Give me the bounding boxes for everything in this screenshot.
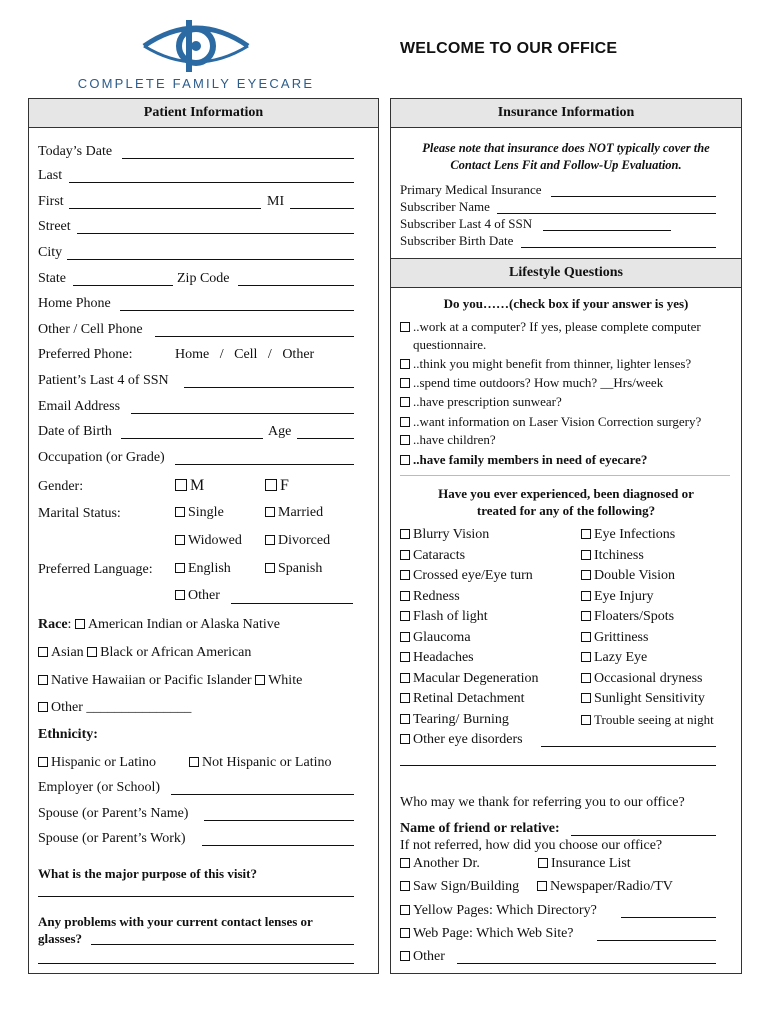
experienced-heading-1: Have you ever experienced, been diagnosed or — [438, 486, 694, 501]
checkbox-icon[interactable] — [189, 757, 199, 767]
insurance-note-1: Please note that insurance does NOT typically cover the — [422, 141, 710, 155]
preferred-language-label: Preferred Language: — [38, 562, 153, 577]
age-label: Age — [268, 424, 292, 439]
ssn-field[interactable] — [184, 387, 354, 388]
checkbox-icon[interactable] — [400, 378, 410, 388]
patient-information-title: Patient Information — [29, 99, 378, 128]
preferred-phone-options[interactable]: Home / Cell / Other — [175, 347, 315, 362]
last-name-field[interactable] — [69, 182, 354, 183]
checkbox-icon[interactable] — [400, 734, 410, 744]
condition-option[interactable]: Blurry Vision — [400, 526, 489, 544]
todays-date-label: Today’s Date — [38, 144, 113, 159]
lifestyle-q2[interactable]: ..think you might benefit from thinner, lighter lenses? — [400, 355, 691, 373]
race-row-3 — [38, 672, 302, 690]
checkbox-icon[interactable] — [38, 702, 48, 712]
city-label: City — [38, 245, 63, 260]
checkbox-icon[interactable] — [581, 550, 591, 560]
checkbox-icon[interactable] — [581, 652, 591, 662]
lifestyle-q1[interactable]: ..work at a computer? If yes, please complete computer — [400, 318, 701, 336]
checkbox-icon[interactable] — [75, 619, 85, 629]
subscriber-ssn-field[interactable] — [543, 230, 671, 231]
checkbox-icon[interactable] — [400, 417, 410, 427]
subscriber-ssn-label: Subscriber Last 4 of SSN — [400, 216, 533, 231]
spouse-work-label: Spouse (or Parent’s Work) — [38, 831, 186, 846]
zip-label: Zip Code — [177, 271, 230, 286]
preferred-phone-label: Preferred Phone: — [38, 347, 133, 362]
checkbox-icon[interactable] — [175, 479, 187, 491]
spouse-work-field[interactable] — [202, 845, 354, 846]
condition-option[interactable]: Flash of light — [400, 608, 488, 626]
lifestyle-q7[interactable]: ..have family members in need of eyecare? — [400, 451, 647, 469]
friend-field[interactable] — [571, 835, 716, 836]
street-field[interactable] — [77, 233, 354, 234]
gender-label: Gender: — [38, 479, 84, 494]
checkbox-icon[interactable] — [400, 397, 410, 407]
checkbox-icon[interactable] — [400, 673, 410, 683]
city-field[interactable] — [67, 259, 354, 260]
problems-field-2[interactable] — [38, 963, 354, 964]
dob-field[interactable] — [121, 438, 263, 439]
checkbox-icon[interactable] — [400, 435, 410, 445]
experienced-heading-2: treated for any of the following? — [476, 503, 656, 518]
race-other-option[interactable]: Other _______________ — [38, 699, 191, 717]
spouse-name-field[interactable] — [204, 820, 354, 821]
condition-option[interactable]: Sunlight Sensitivity — [581, 690, 705, 708]
mi-label: MI — [267, 194, 285, 209]
checkbox-icon[interactable] — [581, 570, 591, 580]
another-dr-option[interactable]: Another Dr. — [400, 855, 480, 873]
condition-option[interactable]: Floaters/Spots — [581, 608, 674, 626]
other-eye-disorders-field[interactable] — [541, 746, 716, 747]
condition-option[interactable]: Cataracts — [400, 547, 465, 565]
welcome-title: WELCOME TO OUR OFFICE — [400, 40, 618, 57]
checkbox-icon[interactable] — [400, 322, 410, 332]
race-row: Race: American Indian or Alaska Native — [38, 617, 280, 632]
patient-information-panel — [28, 98, 379, 974]
subscriber-name-field[interactable] — [497, 213, 716, 214]
employer-field[interactable] — [171, 794, 354, 795]
marital-status-label: Marital Status: — [38, 506, 121, 521]
ethnicity-label: Ethnicity: — [38, 727, 98, 742]
home-phone-field[interactable] — [120, 310, 354, 311]
checkbox-icon[interactable] — [400, 570, 410, 580]
subscriber-name-label: Subscriber Name — [400, 199, 490, 214]
condition-option[interactable]: Macular Degeneration — [400, 670, 539, 688]
condition-option[interactable]: Lazy Eye — [581, 649, 647, 667]
yellow-pages-option[interactable]: Yellow Pages: Which Directory? — [400, 902, 597, 920]
checkbox-icon[interactable] — [38, 675, 48, 685]
lifestyle-q4[interactable]: ..have prescription sunwear? — [400, 393, 562, 411]
friend-label: Name of friend or relative: — [400, 821, 560, 836]
checkbox-icon[interactable] — [581, 693, 591, 703]
primary-insurance-label: Primary Medical Insurance — [400, 182, 542, 197]
condition-option[interactable]: Trouble seeing at night — [581, 711, 714, 730]
employer-label: Employer (or School) — [38, 780, 161, 795]
occupation-label: Occupation (or Grade) — [38, 450, 165, 465]
checkbox-icon[interactable] — [400, 529, 410, 539]
last-name-label: Last — [38, 168, 63, 183]
single-option[interactable]: Single — [175, 504, 224, 522]
condition-option[interactable]: Eye Injury — [581, 588, 653, 606]
checkbox-icon[interactable] — [265, 535, 275, 545]
condition-option[interactable]: Redness — [400, 588, 460, 606]
mi-field[interactable] — [290, 208, 354, 209]
dob-label: Date of Birth — [38, 424, 112, 439]
checkbox-icon[interactable] — [400, 550, 410, 560]
age-field[interactable] — [297, 438, 354, 439]
lifestyle-prompt: Do you……(check box if your answer is yes) — [443, 296, 689, 311]
web-page-field[interactable] — [597, 940, 716, 941]
divider — [400, 475, 730, 476]
checkbox-icon[interactable] — [265, 479, 277, 491]
occupation-field[interactable] — [175, 464, 354, 465]
purpose-label: What is the major purpose of this visit? — [38, 866, 257, 881]
problems-label-1: Any problems with your current contact lenses or — [38, 914, 313, 929]
primary-insurance-field[interactable] — [551, 196, 716, 197]
checkbox-icon[interactable] — [265, 507, 275, 517]
not-referred-label: If not referred, how did you choose our office? — [400, 838, 663, 853]
first-name-label: First — [38, 194, 64, 209]
subscriber-dob-label: Subscriber Birth Date — [400, 233, 514, 248]
checkbox-icon[interactable] — [400, 693, 410, 703]
referral-question: Who may we thank for referring you to our office? — [400, 795, 685, 810]
checkbox-icon[interactable] — [581, 673, 591, 683]
race-row-2 — [38, 644, 251, 662]
checkbox-icon[interactable] — [581, 632, 591, 642]
problems-label-2: glasses? — [38, 931, 83, 946]
checkbox-icon[interactable] — [175, 535, 185, 545]
checkbox-icon[interactable] — [400, 714, 410, 724]
condition-option[interactable]: Grittiness — [581, 629, 648, 647]
checkbox-icon[interactable] — [175, 507, 185, 517]
checkbox-icon[interactable] — [581, 715, 591, 725]
logo — [76, 16, 316, 96]
checkbox-icon[interactable] — [265, 563, 275, 573]
insurance-note-2: Contact Lens Fit and Follow-Up Evaluation. — [450, 158, 682, 172]
condition-option[interactable]: Itchiness — [581, 547, 644, 565]
checkbox-icon[interactable] — [400, 905, 410, 915]
condition-option[interactable]: Retinal Detachment — [400, 690, 525, 708]
other-cell-phone-label: Other / Cell Phone — [38, 322, 143, 337]
zip-field[interactable] — [238, 285, 354, 286]
condition-option[interactable]: Glaucoma — [400, 629, 471, 647]
condition-option[interactable]: Eye Infections — [581, 526, 675, 544]
other-cell-phone-field[interactable] — [155, 336, 354, 337]
language-other-option[interactable]: Other — [175, 587, 220, 605]
checkbox-icon[interactable] — [87, 647, 97, 657]
lifestyle-q5[interactable]: ..want information on Laser Vision Correction surgery? — [400, 413, 701, 431]
insurance-lifestyle-panel — [390, 98, 742, 974]
race-black-option[interactable]: Black or African American — [87, 645, 251, 660]
first-name-field[interactable] — [69, 208, 261, 209]
checkbox-icon[interactable] — [38, 647, 48, 657]
saw-sign-option[interactable]: Saw Sign/Building — [400, 878, 519, 896]
race-hawaiian-option[interactable]: Native Hawaiian or Pacific Islander — [38, 673, 252, 688]
other-eye-disorders-field-2[interactable] — [400, 765, 716, 766]
condition-option[interactable]: Double Vision — [581, 567, 675, 585]
spouse-name-label: Spouse (or Parent’s Name) — [38, 806, 189, 821]
checkbox-icon[interactable] — [400, 591, 410, 601]
logo-text: COMPLETE FAMILY EYECARE — [77, 76, 315, 91]
language-other-field[interactable] — [231, 603, 353, 604]
checkbox-icon[interactable] — [255, 675, 265, 685]
checkbox-icon[interactable] — [400, 632, 410, 642]
state-label: State — [38, 271, 66, 286]
lifestyle-questions-title: Lifestyle Questions — [391, 258, 741, 288]
eye-logo-icon — [140, 16, 252, 76]
yellow-pages-field[interactable] — [621, 917, 716, 918]
spanish-option[interactable]: Spanish — [265, 560, 322, 578]
web-page-option[interactable]: Web Page: Which Web Site? — [400, 925, 574, 943]
checkbox-icon[interactable] — [175, 590, 185, 600]
checkbox-icon[interactable] — [400, 858, 410, 868]
condition-option[interactable]: Occasional dryness — [581, 670, 702, 688]
checkbox-icon[interactable] — [581, 611, 591, 621]
referral-other-option[interactable]: Other — [400, 948, 445, 966]
insurance-list-option[interactable]: Insurance List — [538, 855, 631, 873]
race-white-option[interactable]: White — [255, 673, 302, 688]
checkbox-icon[interactable] — [538, 858, 548, 868]
home-phone-label: Home Phone — [38, 296, 111, 311]
checkbox-icon[interactable] — [175, 563, 185, 573]
married-option[interactable]: Married — [265, 504, 323, 522]
referral-other-field[interactable] — [457, 963, 716, 964]
condition-option[interactable]: Headaches — [400, 649, 474, 667]
purpose-field[interactable] — [38, 896, 354, 897]
problems-field[interactable] — [91, 944, 354, 945]
checkbox-icon[interactable] — [581, 591, 591, 601]
street-label: Street — [38, 219, 71, 234]
other-eye-disorders-option[interactable]: Other eye disorders — [400, 731, 523, 749]
newspaper-option[interactable]: Newspaper/Radio/TV — [537, 878, 673, 896]
checkbox-icon[interactable] — [400, 359, 410, 369]
widowed-option[interactable]: Widowed — [175, 532, 242, 550]
checkbox-icon[interactable] — [38, 757, 48, 767]
checkbox-icon[interactable] — [400, 951, 410, 961]
race-asian-option[interactable]: Asian — [38, 645, 84, 660]
condition-option[interactable]: Crossed eye/Eye turn — [400, 567, 533, 585]
subscriber-dob-field[interactable] — [521, 247, 716, 248]
insurance-information-title: Insurance Information — [391, 99, 741, 128]
checkbox-icon[interactable] — [537, 881, 547, 891]
checkbox-icon[interactable] — [581, 529, 591, 539]
checkbox-icon[interactable] — [400, 881, 410, 891]
todays-date-field[interactable] — [122, 158, 354, 159]
divorced-option[interactable]: Divorced — [265, 532, 330, 550]
english-option[interactable]: English — [175, 560, 231, 578]
ssn-label: Patient’s Last 4 of SSN — [38, 373, 169, 388]
state-field[interactable] — [73, 285, 173, 286]
condition-option[interactable]: Tearing/ Burning — [400, 711, 509, 729]
gender-m-option[interactable]: M — [175, 477, 204, 495]
lifestyle-q6[interactable]: ..have children? — [400, 431, 496, 449]
gender-f-option[interactable]: F — [265, 477, 289, 495]
checkbox-icon[interactable] — [400, 455, 410, 465]
checkbox-icon[interactable] — [400, 611, 410, 621]
race-american-indian-option[interactable]: American Indian or Alaska Native — [75, 617, 280, 632]
checkbox-icon[interactable] — [400, 652, 410, 662]
lifestyle-q1-cont: questionnaire. — [413, 337, 487, 352]
lifestyle-q3[interactable]: ..spend time outdoors? How much? __Hrs/week — [400, 374, 663, 392]
email-field[interactable] — [131, 413, 354, 414]
hispanic-option[interactable]: Hispanic or Latino — [38, 754, 156, 772]
email-label: Email Address — [38, 399, 121, 414]
not-hispanic-option[interactable]: Not Hispanic or Latino — [189, 754, 331, 772]
checkbox-icon[interactable] — [400, 928, 410, 938]
